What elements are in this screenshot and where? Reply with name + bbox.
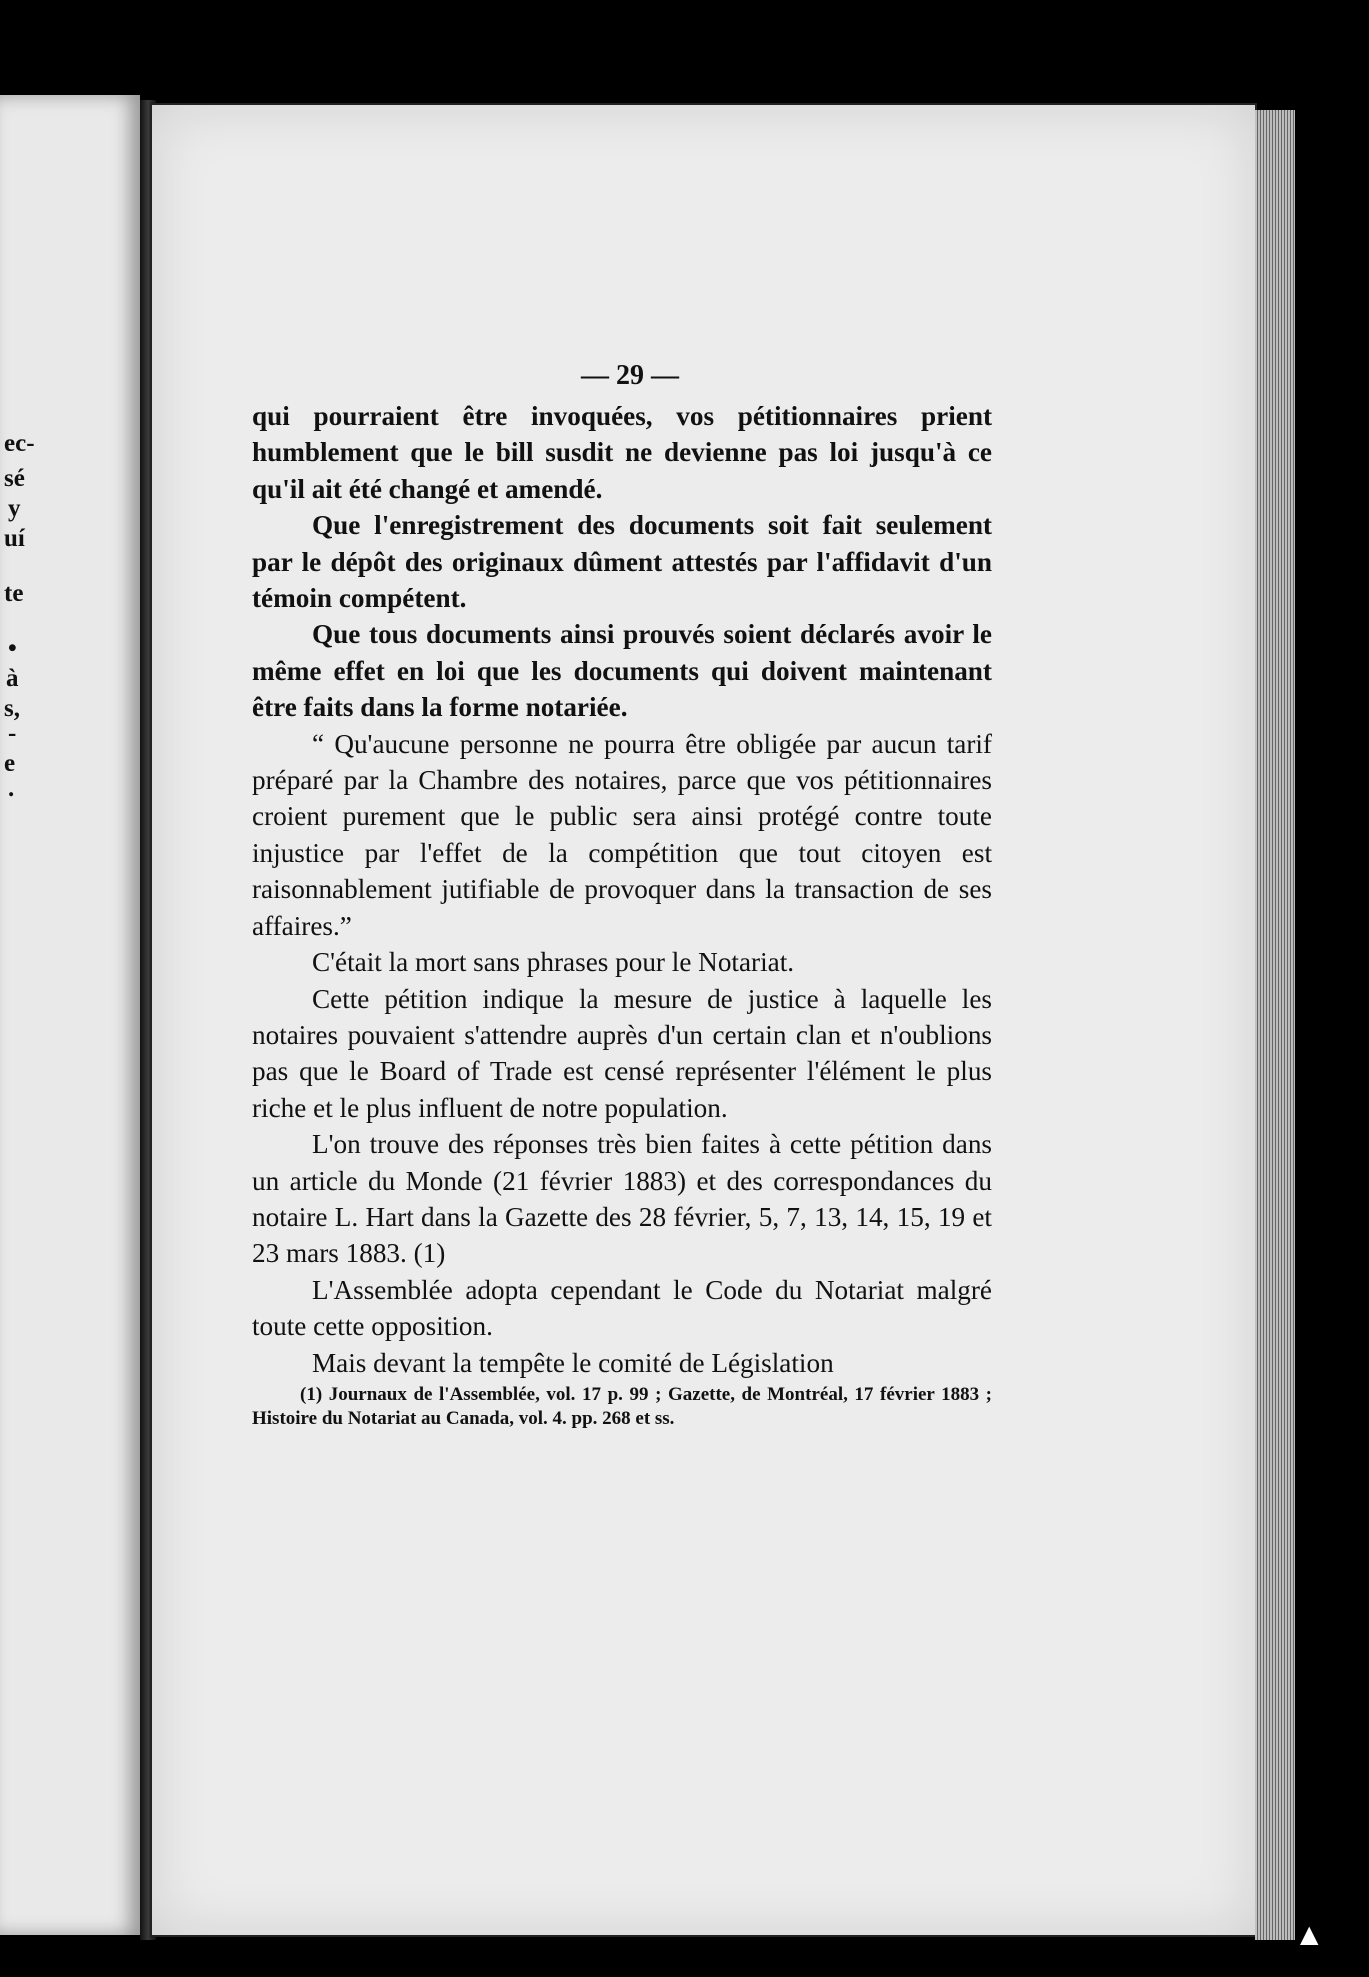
paragraph: C'était la mort sans phrases pour le Notariat. — [312, 947, 795, 978]
left-page-fragment: uí — [4, 525, 25, 552]
footnote — [252, 1383, 992, 1431]
left-page-fragment: . — [8, 775, 15, 802]
left-page-fragment: - — [8, 720, 17, 747]
left-facing-page — [0, 95, 140, 1935]
left-page-fragment: • — [8, 635, 17, 662]
book-page — [152, 105, 1255, 1935]
left-page-fragment: à — [6, 665, 19, 692]
paragraph: Cette pétition indique la mesure de justice à laquelle les notaires pouvaient s'attendre auprès d'un certain clan et n'oublions pas que le Board of Trade est censé représenter l'élément le plus riche et le plus influent de notre population. — [252, 983, 992, 1123]
page-edges — [1255, 110, 1295, 1940]
left-page-fragment: te — [4, 580, 24, 607]
left-page-fragment: e — [4, 750, 16, 777]
left-page-fragment: y — [8, 495, 21, 522]
footnote-text: (1) Journaux de l'Assemblée, vol. 17 p. 99 ; Gazette, de Montréal, 17 février 1883 ; Histoire du Notariat au Canada, vol. 4. pp. 268 et ss. — [252, 1383, 992, 1429]
page-number: — 29 — — [581, 360, 679, 391]
body-text — [252, 398, 992, 1381]
paragraph: Mais devant la tempête le comité de Législation — [312, 1347, 834, 1378]
left-page-fragment: ec- — [4, 430, 35, 457]
left-page-fragment: sé — [4, 465, 25, 492]
paragraph: Que l'enregistrement des documents soit fait seulement par le dépôt des originaux dûment attestés par l'affidavit d'un témoin compétent. — [252, 510, 992, 614]
left-page-fragment: s, — [4, 695, 20, 722]
paragraph: L'Assemblée adopta cependant le Code du Notariat malgré toute cette opposition. — [252, 1274, 992, 1342]
paragraph: L'on trouve des réponses très bien faites à cette pétition dans un article du Monde (21 février 1883) et des correspondances du notaire L. Hart dans la Gazette des 28 février, 5, 7, 13, 14, 15, 19 et 23 mars 1883. (1) — [252, 1129, 992, 1269]
paragraph: Que tous documents ainsi prouvés soient déclarés avoir le même effet en loi que les documents qui doivent maintenant être faits dans la forme notariée. — [252, 619, 992, 723]
page-content — [252, 360, 992, 1431]
paragraph: qui pourraient être invoquées, vos pétitionnaires prient humblement que le bill susdit ne devienne pas loi jusqu'à ce qu'il ait été changé et amendé. — [252, 401, 992, 504]
corner-mark: ▲ — [1300, 1920, 1319, 1948]
paragraph: “ Qu'aucune personne ne pourra être obligée par aucun tarif préparé par la Chambre des notaires, parce que vos pétitionnaires croient purement que le public sera ainsi protégé contre toute injustice par l'effet de la compétition que tout citoyen est raisonnablement jutifiable de provoquer dans la transaction de ses affaires.” — [252, 728, 992, 941]
